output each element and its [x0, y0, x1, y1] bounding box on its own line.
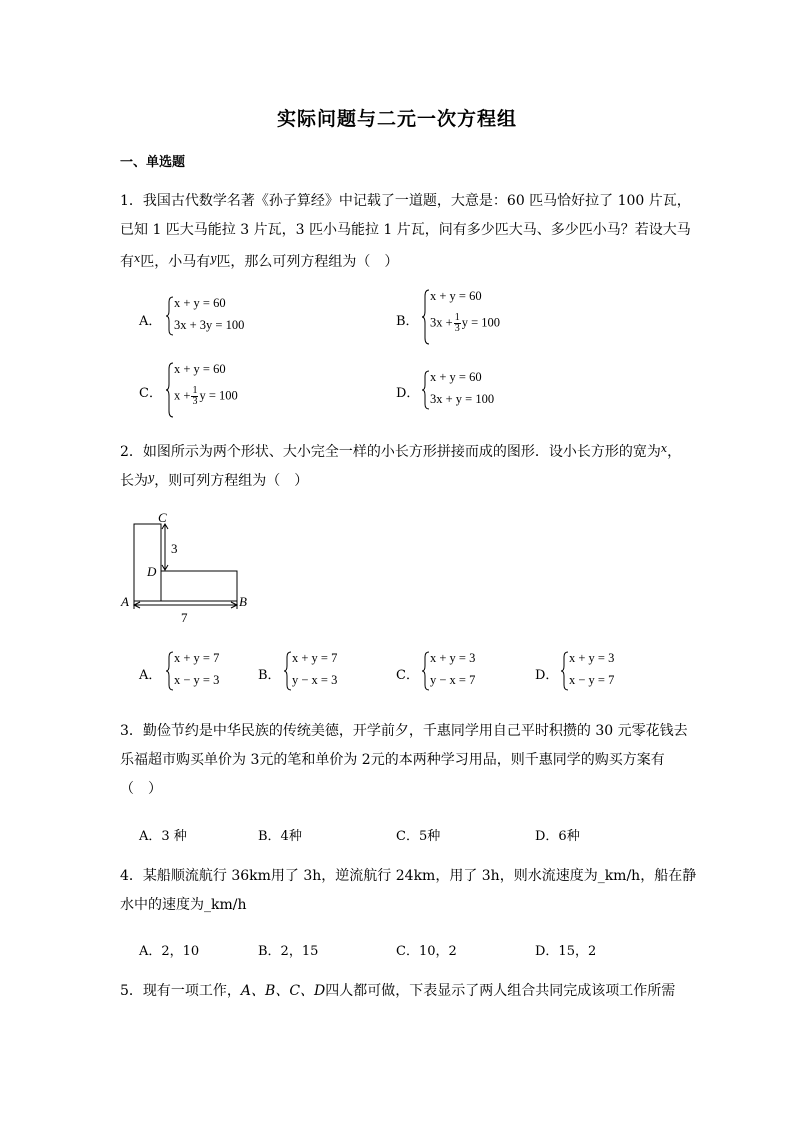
fraction: $\frac{1}{3}$ [454, 312, 460, 334]
brace-icon [422, 370, 430, 410]
q1-option-c-label[interactable]: C． [139, 386, 162, 401]
question-3-line-2: 乐福超市购买单价为 3元的笔和单价为 2元的本两种学习用品，则千惠同学的购买方案有 [120, 752, 665, 768]
equation: x + y = 7 [292, 651, 338, 665]
question-3-line-3: （ ） [120, 781, 162, 797]
equation: x − y = 3 [174, 673, 220, 687]
q1-option-b-label[interactable]: B． [396, 314, 419, 329]
q1-option-b-system[interactable] [422, 289, 532, 347]
equation: x + y = 3 [569, 651, 615, 665]
q1-option-d-system[interactable] [422, 370, 532, 414]
equation: y − x = 7 [430, 673, 476, 687]
question-3-line-1: 3．勤俭节约是中华民族的传统美德，开学前夕，千惠同学用自己平时积攒的 30 元零花钱去 [120, 723, 688, 739]
horizontal-rectangle [161, 571, 237, 601]
q1-option-a-system[interactable] [166, 296, 276, 340]
question-1-line-2: 已知 1 匹大马能拉 3 片瓦，3 匹小马能拉 1 片瓦，问有多少匹大马、多少匹小马？若设大马 [120, 222, 691, 238]
question-2-line-1: 2．如图所示为两个形状、大小完全一样的小长方形拼接而成的图形．设小长方形的宽为$^x$， [120, 442, 682, 460]
dimension-label-7: 7 [181, 610, 188, 625]
equation: x + y = 60 [174, 362, 226, 376]
q4-option-a[interactable]: A．2，10 [139, 944, 200, 959]
q3-option-a[interactable]: A．3 种 [139, 829, 187, 844]
equation: x + y = 3 [430, 651, 476, 665]
brace-icon [166, 296, 174, 336]
brace-icon [166, 651, 174, 691]
q1-option-c-system[interactable] [166, 362, 276, 420]
equation: x + y = 7 [174, 651, 220, 665]
q2-option-d-system[interactable] [561, 651, 631, 695]
equation: x − y = 7 [569, 673, 615, 687]
q2-option-a-system[interactable] [166, 651, 236, 695]
q1-option-d-label[interactable]: D． [396, 386, 420, 401]
brace-icon [166, 362, 174, 418]
q3-option-d[interactable]: D．6种 [535, 829, 580, 844]
point-label-a: A [121, 594, 129, 609]
q2-option-d-label[interactable]: D． [535, 668, 559, 683]
equation: x + y = 60 [174, 296, 226, 310]
q2-option-c-system[interactable] [422, 651, 492, 695]
question-5-line-1: 5．现有一项工作，A、B、C、D四人都可做，下表显示了两人组合共同完成该项工作所需 [120, 983, 676, 999]
brace-icon [422, 651, 430, 691]
q3-option-b[interactable]: B．4种 [258, 829, 302, 844]
point-label-d: D [147, 564, 157, 579]
question-2-line-2: 长为$^y$，则可列方程组为（ ） [120, 471, 309, 489]
equation: 3x + 3y = 100 [174, 318, 245, 332]
equation: x + y = 60 [430, 370, 482, 384]
brace-icon [561, 651, 569, 691]
equation: x + $\frac{1}{3}$ y = 100 [174, 385, 238, 407]
q2-option-b-label[interactable]: B． [258, 668, 281, 683]
brace-icon [284, 651, 292, 691]
brace-icon [422, 289, 430, 345]
page-title: 实际问题与二元一次方程组 [276, 108, 517, 130]
dimension-label-3: 3 [171, 541, 178, 556]
question-4-line-1: 4．某船顺流航行 36km用了 3h，逆流航行 24km，用了 3h，则水流速度为_km/h，船在静 [120, 868, 697, 884]
equation: x + y = 60 [430, 289, 482, 303]
point-label-b: B [239, 594, 247, 609]
q4-option-b[interactable]: B．2，15 [258, 944, 319, 959]
q2-option-c-label[interactable]: C． [396, 668, 419, 683]
q1-option-a-label[interactable]: A． [139, 314, 162, 329]
q2-option-b-system[interactable] [284, 651, 354, 695]
q3-option-c[interactable]: C．5种 [396, 829, 441, 844]
q2-option-a-label[interactable]: A． [139, 668, 162, 683]
equation: y − x = 3 [292, 673, 338, 687]
question-4-line-2: 水中的速度为_km/h [120, 897, 247, 913]
question-1-line-1: 1．我国古代数学名著《孙子算经》中记载了一道题，大意是：60 匹马恰好拉了 100 片瓦， [120, 193, 691, 209]
l-shape-figure [118, 508, 258, 628]
q4-option-d[interactable]: D．15，2 [535, 944, 597, 959]
fraction: $\frac{1}{3}$ [192, 385, 198, 407]
q4-option-c[interactable]: C．10，2 [396, 944, 457, 959]
vertical-rectangle [134, 524, 161, 601]
equation: 3x + y = 100 [430, 392, 495, 406]
point-label-c: C [158, 510, 167, 525]
equation: 3x + $\frac{1}{3}$ y = 100 [430, 312, 500, 334]
question-1-line-3: 有$^x$匹，小马有$^y$匹，那么可列方程组为（ ） [120, 252, 399, 270]
section-heading: 一、单选题 [120, 155, 186, 170]
